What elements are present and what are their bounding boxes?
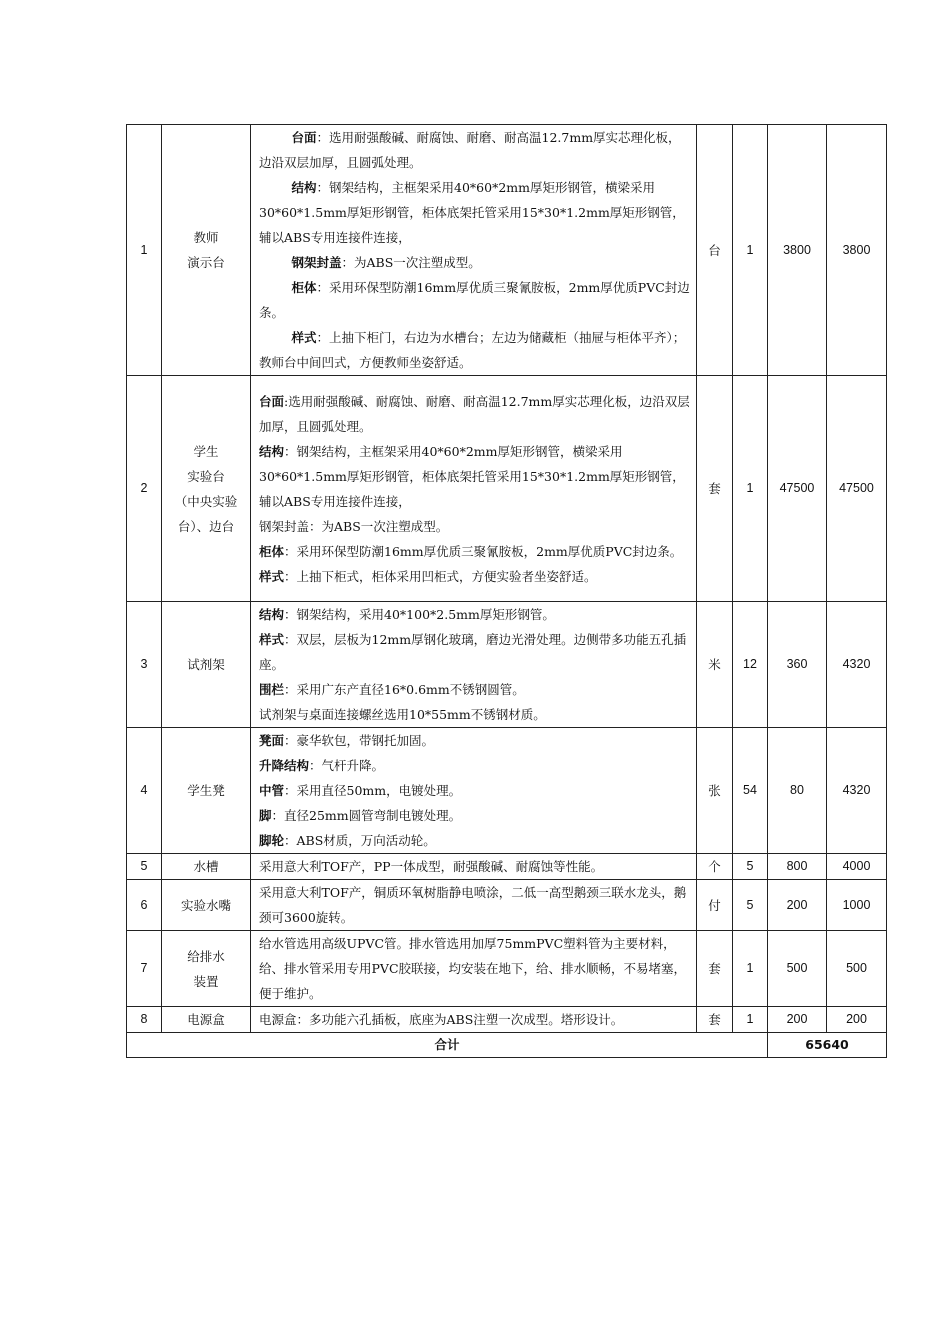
spec-label: 脚 bbox=[259, 808, 272, 823]
spec-paragraph bbox=[259, 514, 690, 539]
item-name bbox=[162, 854, 251, 880]
table-row bbox=[127, 602, 887, 728]
table-row bbox=[127, 728, 887, 854]
line-total: 47500 bbox=[827, 376, 887, 602]
item-name-line: 台）、边台 bbox=[177, 518, 235, 534]
quantity: 1 bbox=[733, 931, 768, 1007]
unit-price: 3800 bbox=[768, 125, 827, 376]
spec-paragraph bbox=[259, 854, 690, 879]
spec-label: 台面 bbox=[291, 130, 317, 145]
row-number: 5 bbox=[127, 854, 162, 880]
unit-price: 200 bbox=[768, 1007, 827, 1033]
unit: 套 bbox=[697, 931, 733, 1007]
spec-paragraph bbox=[259, 828, 690, 853]
item-name-line: 给排水 bbox=[187, 948, 225, 964]
item-name-line: 学生 bbox=[193, 443, 219, 459]
item-name bbox=[162, 1007, 251, 1033]
spec-text: 钢架封盖：为ABS一次注塑成型。 bbox=[259, 518, 449, 534]
unit: 台 bbox=[697, 125, 733, 376]
spec-paragraph bbox=[259, 275, 690, 325]
spec-text: 采用意大利TOF产，PP一体成型，耐强酸碱、耐腐蚀等性能。 bbox=[259, 859, 604, 874]
spec-text: ：采用直径50mm，电镀处理。 bbox=[284, 783, 462, 798]
item-name bbox=[162, 931, 251, 1007]
spec-paragraph bbox=[259, 539, 690, 564]
spec-text: ：采用环保型防潮16mm厚优质三聚氰胺板，2mm厚优质PVC封边条。 bbox=[259, 280, 690, 320]
spec-paragraph bbox=[259, 778, 690, 803]
quantity: 54 bbox=[733, 728, 768, 854]
spec-paragraph bbox=[259, 439, 690, 514]
line-total: 200 bbox=[827, 1007, 887, 1033]
unit: 米 bbox=[697, 602, 733, 728]
item-name-line: 教师 bbox=[193, 230, 219, 245]
spec-label: 结构 bbox=[259, 607, 285, 622]
spec-label: 样式 bbox=[259, 632, 285, 647]
spec-paragraph bbox=[259, 1007, 690, 1032]
spec-label: 结构 bbox=[259, 443, 285, 459]
spec-label: 结构 bbox=[291, 180, 317, 195]
total-label: 合计 bbox=[127, 1033, 768, 1058]
quantity: 5 bbox=[733, 854, 768, 880]
spec-text: ：钢架结构，采用40*100*2.5mm厚矩形钢管。 bbox=[284, 607, 555, 622]
spec-label: 柜体 bbox=[291, 280, 317, 295]
unit: 张 bbox=[697, 728, 733, 854]
item-name-line: 实验水嘴 bbox=[180, 897, 231, 913]
row-number: 2 bbox=[127, 376, 162, 602]
line-total: 4320 bbox=[827, 728, 887, 854]
unit-price: 200 bbox=[768, 880, 827, 931]
spec-label: 柜体 bbox=[259, 543, 285, 559]
spec-label: 中管 bbox=[259, 783, 285, 798]
spec-text: 给水管选用高级UPVC管。排水管选用加厚75mmPVC塑料管为主要材料，给、排水管采用专用PVC胶联接，均安装在地下，给、排水顺畅，不易堵塞，便于维护。 bbox=[259, 936, 687, 1001]
spec-label: 凳面 bbox=[259, 733, 285, 748]
spec-paragraph bbox=[259, 175, 690, 250]
spec-text: ：上抽下柜式，柜体采用凹柜式，方便实验者坐姿舒适。 bbox=[284, 568, 597, 584]
spec-paragraph bbox=[259, 602, 690, 627]
quantity: 5 bbox=[733, 880, 768, 931]
item-name bbox=[162, 125, 251, 376]
unit: 套 bbox=[697, 376, 733, 602]
unit: 个 bbox=[697, 854, 733, 880]
spec-paragraph bbox=[259, 389, 690, 439]
item-name bbox=[162, 728, 251, 854]
spec-paragraph bbox=[259, 325, 690, 375]
quantity: 12 bbox=[733, 602, 768, 728]
spec-text: ：采用环保型防潮16mm厚优质三聚氰胺板，2mm厚优质PVC封边条。 bbox=[284, 543, 683, 559]
spec-text: ：钢架结构，主框架采用40*60*2mm厚矩形钢管，横梁采用30*60*1.5mm厚矩形钢管，柜体底架托管采用15*30*1.2mm厚矩形钢管，辅以ABS专用连接件连接， bbox=[259, 180, 685, 245]
row-number: 8 bbox=[127, 1007, 162, 1033]
spec-label: 样式 bbox=[259, 568, 285, 584]
line-total: 1000 bbox=[827, 880, 887, 931]
spec-label: 样式 bbox=[291, 330, 317, 345]
spec-paragraph bbox=[259, 677, 690, 702]
spec-paragraph bbox=[259, 931, 690, 1006]
spec-paragraph bbox=[259, 753, 690, 778]
spec-text: :选用耐强酸碱、耐腐蚀、耐磨、耐高温12.7mm厚实芯理化板，边沿双层加厚，且圆弧处理。 bbox=[259, 393, 690, 434]
item-name bbox=[162, 880, 251, 931]
grand-total: 65640 bbox=[768, 1033, 887, 1058]
table-row bbox=[127, 1007, 887, 1033]
item-name-line: 学生凳 bbox=[187, 783, 225, 798]
row-number: 6 bbox=[127, 880, 162, 931]
item-spec bbox=[251, 728, 697, 854]
item-spec bbox=[251, 1007, 697, 1033]
item-spec bbox=[251, 880, 697, 931]
spec-paragraph bbox=[259, 803, 690, 828]
row-number: 7 bbox=[127, 931, 162, 1007]
spec-text: ：为ABS一次注塑成型。 bbox=[341, 255, 481, 270]
spec-text: ：直径25mm圆管弯制电镀处理。 bbox=[271, 808, 462, 823]
table-row bbox=[127, 125, 887, 376]
unit: 套 bbox=[697, 1007, 733, 1033]
spec-paragraph bbox=[259, 627, 690, 677]
spec-text: ：ABS材质，万向活动轮。 bbox=[284, 833, 436, 848]
spec-text: ：气杆升降。 bbox=[309, 758, 385, 773]
line-total: 500 bbox=[827, 931, 887, 1007]
item-spec bbox=[251, 854, 697, 880]
spec-paragraph bbox=[259, 250, 690, 275]
table-row bbox=[127, 880, 887, 931]
item-name-line: 电源盒 bbox=[187, 1012, 225, 1027]
table-row bbox=[127, 931, 887, 1007]
item-spec bbox=[251, 931, 697, 1007]
spec-text: ：选用耐强酸碱、耐腐蚀、耐磨、耐高温12.7mm厚实芯理化板，边沿双层加厚，且圆弧处理。 bbox=[259, 130, 681, 170]
unit-price: 80 bbox=[768, 728, 827, 854]
spec-text: ：钢架结构，主框架采用40*60*2mm厚矩形钢管，横梁采用30*60*1.5mm厚矩形钢管，柜体底架托管采用15*30*1.2mm厚矩形钢管，辅以ABS专用连接件连接， bbox=[259, 443, 685, 509]
unit: 付 bbox=[697, 880, 733, 931]
row-number: 3 bbox=[127, 602, 162, 728]
spec-label: 脚轮 bbox=[259, 833, 285, 848]
spec-text: 试剂架与桌面连接螺丝选用10*55mm不锈钢材质。 bbox=[259, 707, 546, 722]
spec-text: 电源盒：多功能六孔插板，底座为ABS注塑一次成型。塔形设计。 bbox=[259, 1012, 624, 1027]
item-name-line: 试剂架 bbox=[187, 657, 225, 672]
line-total: 4320 bbox=[827, 602, 887, 728]
line-total: 4000 bbox=[827, 854, 887, 880]
unit-price: 360 bbox=[768, 602, 827, 728]
item-spec bbox=[251, 376, 697, 602]
item-spec bbox=[251, 602, 697, 728]
spec-paragraph bbox=[259, 728, 690, 753]
row-number: 4 bbox=[127, 728, 162, 854]
item-name-line: （中央实验 bbox=[174, 493, 238, 509]
item-name-line: 装置 bbox=[193, 973, 219, 989]
table-body bbox=[127, 125, 887, 1033]
unit-price: 47500 bbox=[768, 376, 827, 602]
spec-paragraph bbox=[259, 880, 690, 930]
spec-text: ：豪华软包，带钢托加固。 bbox=[284, 733, 435, 748]
item-name bbox=[162, 376, 251, 602]
line-total: 3800 bbox=[827, 125, 887, 376]
spec-paragraph bbox=[259, 125, 690, 175]
spec-text: ：双层，层板为12mm厚钢化玻璃，磨边光滑处理。边侧带多功能五孔插座。 bbox=[259, 632, 687, 672]
item-name-line: 演示台 bbox=[187, 255, 225, 270]
spec-text: ：采用广东产直径16*0.6mm不锈钢圆管。 bbox=[284, 682, 525, 697]
table-row bbox=[127, 376, 887, 602]
unit-price: 800 bbox=[768, 854, 827, 880]
quantity: 1 bbox=[733, 1007, 768, 1033]
quantity: 1 bbox=[733, 376, 768, 602]
item-name-line: 实验台 bbox=[187, 468, 225, 484]
unit-price: 500 bbox=[768, 931, 827, 1007]
total-row bbox=[127, 1033, 887, 1058]
spec-label: 升降结构 bbox=[259, 758, 310, 773]
item-spec bbox=[251, 125, 697, 376]
spec-paragraph bbox=[259, 702, 690, 727]
row-number: 1 bbox=[127, 125, 162, 376]
quantity: 1 bbox=[733, 125, 768, 376]
spec-paragraph bbox=[259, 564, 690, 589]
spec-text: ：上抽下柜门，右边为水槽台；左边为储藏柜（抽屉与柜体平齐）；教师台中间凹式，方便教师坐姿舒适。 bbox=[259, 330, 686, 370]
spec-text: 采用意大利TOF产，铜质环氧树脂静电喷涂，二低一高型鹅颈三联水龙头，鹅颈可3600旋转。 bbox=[259, 885, 687, 925]
equipment-quote-table bbox=[126, 124, 887, 1058]
spec-label: 围栏 bbox=[259, 682, 285, 697]
spec-label: 钢架封盖 bbox=[291, 255, 342, 270]
item-name bbox=[162, 602, 251, 728]
table-row bbox=[127, 854, 887, 880]
spec-label: 台面 bbox=[259, 393, 285, 409]
item-name-line: 水槽 bbox=[193, 859, 219, 874]
